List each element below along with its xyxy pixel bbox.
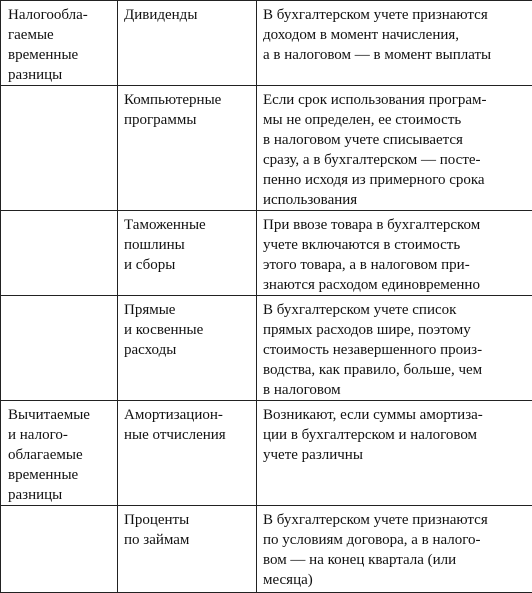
- description-line: использования: [263, 190, 527, 210]
- group-cell-continued: [1, 296, 118, 401]
- item-description-cell: [257, 401, 532, 506]
- item-description-cell: [257, 86, 532, 211]
- description-line: доходом в момент начисления,: [263, 25, 527, 45]
- table-row: [1, 296, 532, 401]
- item-name-line: Таможенные: [124, 215, 251, 235]
- item-description-cell: [257, 1, 532, 86]
- group-line: временные: [8, 45, 112, 65]
- description-line: Если срок использования програм-: [263, 90, 527, 110]
- description-line: в налоговом учете списывается: [263, 130, 527, 150]
- item-name-cell: [118, 506, 257, 593]
- group-line: разницы: [8, 485, 112, 505]
- group-line: и налого-: [8, 425, 112, 445]
- table-row: [1, 211, 532, 296]
- description-line: В бухгалтерском учете список: [263, 300, 527, 320]
- description-line: мы не определен, ее стоимость: [263, 110, 527, 130]
- description-line: сразу, а в бухгалтерском — посте-: [263, 150, 527, 170]
- group-line: разницы: [8, 65, 112, 85]
- item-name-line: по займам: [124, 530, 251, 550]
- item-name-line: пошлины: [124, 235, 251, 255]
- item-name-cell: [118, 86, 257, 211]
- group-line: Вычитаемые: [8, 405, 112, 425]
- description-line: а в налоговом — в момент выплаты: [263, 45, 527, 65]
- description-line: месяца): [263, 570, 527, 590]
- table-row: [1, 86, 532, 211]
- description-line: Возникают, если суммы амортиза-: [263, 405, 527, 425]
- item-description-cell: [257, 506, 532, 593]
- item-name-line: и косвенные: [124, 320, 251, 340]
- item-name-line: Проценты: [124, 510, 251, 530]
- description-line: учете включаются в стоимость: [263, 235, 527, 255]
- item-description-cell: [257, 296, 532, 401]
- description-line: прямых расходов шире, поэтому: [263, 320, 527, 340]
- description-line: ции в бухгалтерском и налоговом: [263, 425, 527, 445]
- item-name-cell: [118, 211, 257, 296]
- item-name-line: и сборы: [124, 255, 251, 275]
- description-line: по условиям договора, а в налого-: [263, 530, 527, 550]
- item-name-line: Дивиденды: [124, 5, 251, 25]
- group-cell: [1, 1, 118, 86]
- group-cell-empty: [1, 211, 118, 296]
- description-line: вом — на конец квартала (или: [263, 550, 527, 570]
- item-name-cell: [118, 296, 257, 401]
- item-name-line: Прямые: [124, 300, 251, 320]
- item-name-line: Амортизацион-: [124, 405, 251, 425]
- group-line: Налогообла-: [8, 5, 112, 25]
- table-row: [1, 1, 532, 86]
- item-name-cell: [118, 401, 257, 506]
- group-cell: [1, 401, 118, 506]
- description-line: учете различны: [263, 445, 527, 465]
- group-line: гаемые: [8, 25, 112, 45]
- description-line: водства, как правило, больше, чем: [263, 360, 527, 380]
- description-line: в налоговом: [263, 380, 527, 400]
- description-line: В бухгалтерском учете признаются: [263, 5, 527, 25]
- group-cell-continued: [1, 506, 118, 593]
- item-name-line: Компьютерные: [124, 90, 251, 110]
- group-line: временные: [8, 465, 112, 485]
- description-line: При ввозе товара в бухгалтерском: [263, 215, 527, 235]
- description-line: этого товара, а в налоговом при-: [263, 255, 527, 275]
- description-line: В бухгалтерском учете признаются: [263, 510, 527, 530]
- table-row: [1, 506, 532, 593]
- item-description-cell: [257, 211, 532, 296]
- item-name-cell: [118, 1, 257, 86]
- description-line: знаются расходом единовременно: [263, 275, 527, 295]
- group-line: облагаемые: [8, 445, 112, 465]
- item-name-line: расходы: [124, 340, 251, 360]
- table-row: [1, 401, 532, 506]
- group-cell-continued: [1, 86, 118, 211]
- description-line: пенно исходя из примерного срока: [263, 170, 527, 190]
- item-name-line: программы: [124, 110, 251, 130]
- item-name-line: ные отчисления: [124, 425, 251, 445]
- description-line: стоимость незавершенного произ-: [263, 340, 527, 360]
